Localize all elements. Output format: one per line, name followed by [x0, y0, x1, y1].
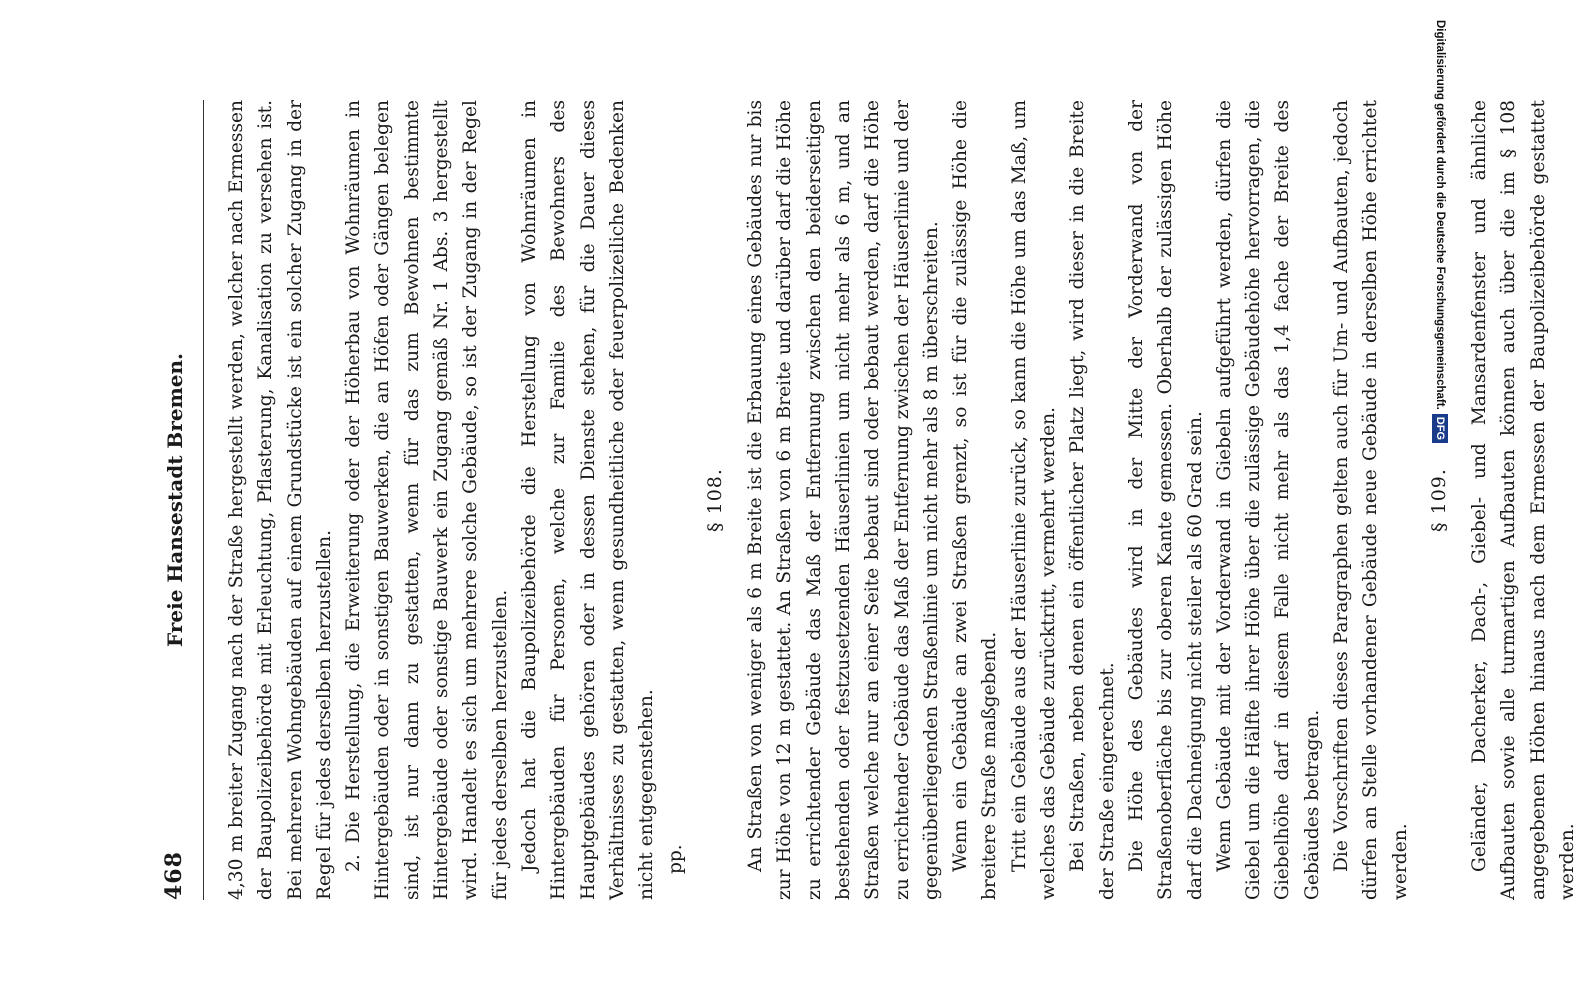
- page-number: 468: [161, 851, 187, 900]
- credit-text: Digitalisierung gefördert durch die Deutsche Forschungsgemeinschaft.: [1434, 20, 1446, 410]
- paragraph: Jedoch hat die Baupolizeibehörde die Herstellung von Wohnräumen in Hintergebäuden für Personen, welche zur Familie des Bewohners des Hauptgebäudes gehören oder in dessen Dienste stehen, für die Dauer dieses Verhältnisses zu gestatten, wenn gesundheitliche oder feuerpolizeiliche Bedenken nicht entgegenstehen.: [518, 100, 658, 900]
- paragraph: An Straßen von weniger als 6 m Breite ist die Erbauung eines Gebäudes nur bis zur Höhe von 12 m gestattet. An Straßen von 6 m Breite und darüber darf die Höhe zu errichtender Gebäude das Maß der Entfernung zwischen den beiderseitigen bestehenden oder festzusetzenden Häuserlinien um nicht mehr als 6 m, und an Straßen welche nur an einer Seite bebaut sind oder bebaut werden, darf die Höhe zu errichtender Gebäude das Maß der Entfernung zwischen der Häuserlinie und der gegenüberliegenden Straßenlinie um nicht mehr als 8 m überschreiten.: [745, 100, 942, 900]
- digitization-credit: [1425, 0, 1455, 1000]
- paragraph: 4,30 m breiter Zugang nach der Straße hergestellt werden, welcher nach Ermessen der Baupolizeibehörde mit Erleuchtung, Pflasterung, Kanalisation zu versehen ist. Bei mehreren Wohngebäuden auf einem Grundstücke ist ein solcher Zugang in der Regel für jedes derselben herzustellen.: [226, 100, 335, 900]
- paragraph: Die Höhe des Gebäudes wird in der Mitte der Vorderwand von der Straßenoberfläche bis zur oberen Kante gemessen. Oberhalb der zulässigen Höhe darf die Dachneigung nicht steiler als 60 Grad sein.: [1125, 100, 1206, 900]
- paragraph: Bei Straßen, neben denen ein öffentlicher Platz liegt, wird dieser in die Breite der Straße eingerechnet.: [1067, 100, 1118, 900]
- pp-mark: pp.: [665, 844, 687, 874]
- paragraph: Wenn Gebäude mit der Vorderwand in Giebeln aufgeführt werden, dürfen die Giebel um die Hälfte ihrer Höhe über die zulässige Gebäudehöhe hervorragen, die Giebelhöhe darf in diesem Falle nicht mehr als das 1,4 fache der Breite des Gebäudes betragen.: [1213, 100, 1323, 900]
- section-109-heading: § 109.: [1427, 468, 1450, 532]
- page-header: [157, 100, 204, 900]
- paragraph: Die Vorschriften dieses Paragraphen gelten auch für Um- und Aufbauten, jedoch dürfen an Stelle vorhandener Gebäude neue Gebäude in derselben Höhe errichtet werden.: [1330, 100, 1411, 900]
- running-head: Freie Hansestadt Bremen.: [163, 353, 187, 647]
- paragraph: Wenn ein Gebäude an zwei Straßen grenzt, so ist für die zulässige Höhe die breitere Straße maßgebend.: [950, 100, 1001, 900]
- paragraph: Geländer, Dacherker, Dach-, Giebel- und Mansardenfenster und ähnliche Aufbauten sowie alle turmartigen Aufbauten können auch über die im § 108 angegebenen Höhen hinaus nach dem Ermessen der Baupolizeibehörde gestattet werden.: [1469, 100, 1579, 900]
- paragraph: 2. Die Herstellung, die Erweiterung oder der Höherbau von Wohnräumen in Hintergebäuden oder in sonstigen Bauwerken, die an Höfen oder Gängen belegen sind, ist nur dann zu gestatten, wenn für das zum Bewohnen bestimmte Hintergebäude oder sonstige Bauwerk ein Zugang gemäß Nr. 1 Abs. 3 hergestellt wird. Handelt es sich um mehrere solche Gebäude, so ist der Zugang in der Regel für jedes derselben herzustellen.: [343, 100, 511, 900]
- paragraph: Tritt ein Gebäude aus der Häuserlinie zurück, so kann die Höhe um das Maß, um welches das Gebäude zurücktritt, vermehrt werden.: [1008, 100, 1060, 900]
- section-108-heading: § 108.: [703, 468, 726, 532]
- body-text: [222, 100, 1582, 900]
- dfg-logo: DFG: [1432, 414, 1448, 443]
